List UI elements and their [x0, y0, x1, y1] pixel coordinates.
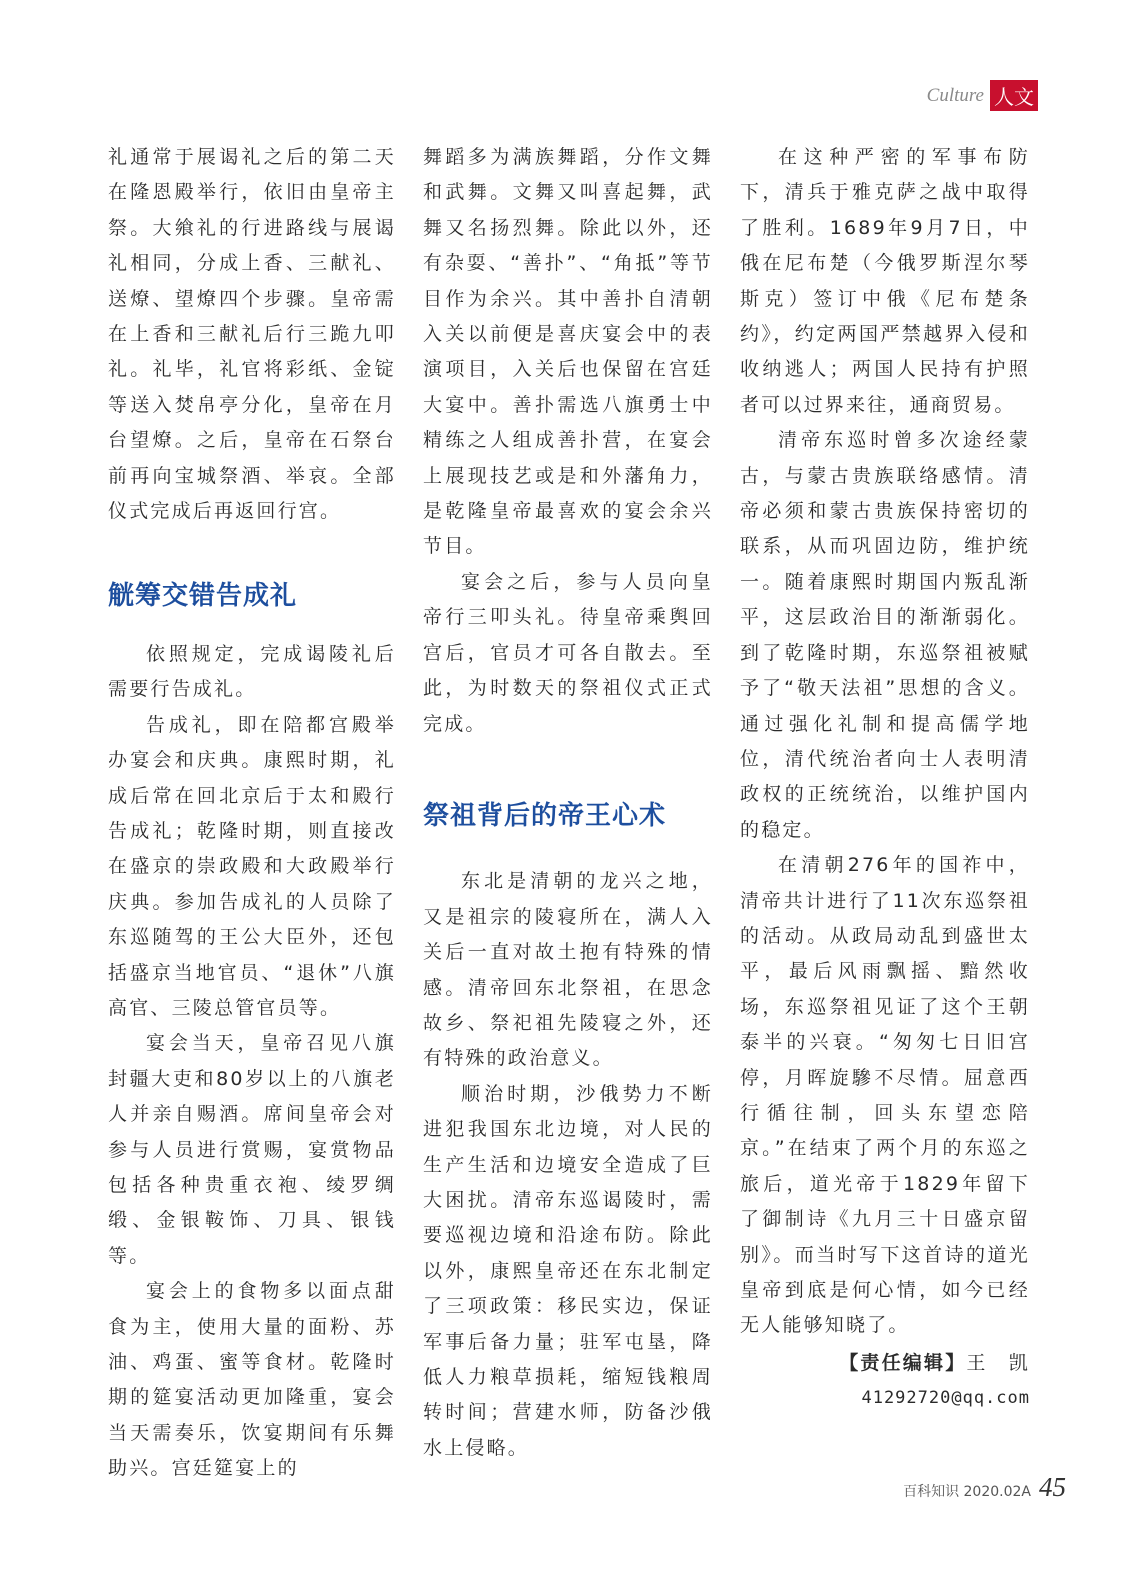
editor-name: 王 凯 — [966, 1351, 1030, 1374]
section-tag: 人文 — [990, 80, 1038, 111]
column-1 — [108, 140, 396, 1487]
paragraph: 宴会之后，参与人员向皇帝行三叩头礼。待皇帝乘舆回宫后，官员才可各自散去。至此，为时数天的祭祖仪式正式完成。 — [423, 570, 713, 735]
section-heading: 觥筹交错告成礼 — [108, 581, 298, 612]
column-3 — [740, 140, 1030, 1417]
paragraph: 礼通常于展谒礼之后的第二天在隆恩殿举行，依旧由皇帝主祭。大飨礼的行进路线与展谒礼相同，分成上香、三献礼、送燎、望燎四个步骤。皇帝需在上香和三献礼后行三跪九叩礼。礼毕，礼官将彩纸、金锭等送入焚帛亭分化，皇帝在月台望燎。之后，皇帝在石祭台前再向宝城祭酒、举哀。全部仪式完成后再返回行宫。 — [108, 146, 396, 523]
editor-credit — [740, 1346, 1030, 1381]
page-number: 45 — [1039, 1472, 1066, 1502]
section-name-en: Culture — [926, 84, 984, 106]
paragraph: 在清朝276年的国祚中，清帝共计进行了11次东巡祭祖的活动。从政局动乱到盛世太平，最后风雨飘摇、黯然收场，东巡祭祖见证了这个王朝泰半的兴衰。“匆匆七日旧宫停，月晖旋驂不尽情。屈意西行循往制，回头东望恋陪京。”在结束了两个月的东巡之旅后，道光帝于1829年留下了御制诗《九月三十日盛京留别》。而当时写下这首诗的道光皇帝到底是何心情，如今已经无人能够知晓了。 — [740, 854, 1030, 1337]
paragraph: 顺治时期，沙俄势力不断进犯我国东北边境，对人民的生产生活和边境安全造成了巨大困扰。清帝东巡谒陵时，需要巡视边境和沿途布防。除此以外，康熙皇帝还在东北制定了三项政策：移民实边，保证军事后备力量；驻军屯垦，降低人力粮草损耗，缩短钱粮周转时间；营建水师，防备沙俄水上侵略。 — [423, 1082, 713, 1459]
paragraph: 告成礼，即在陪都宫殿举办宴会和庆典。康熙时期，礼成后常在回北京后于太和殿行告成礼；乾隆时期，则直接改在盛京的崇政殿和大政殿举行庆典。参加告成礼的人员除了东巡随驾的王公大臣外，还包括盛京当地官员、“退休”八旗高官、三陵总管官员等。 — [108, 713, 396, 1019]
editor-label: 【责任编辑】 — [839, 1351, 967, 1374]
magazine-issue: 百科知识 2020.02A — [903, 1484, 1031, 1500]
paragraph: 东北是清朝的龙兴之地，又是祖宗的陵寝所在，满人入关后一直对故土抱有特殊的情感。清帝回东北祭祖，在思念故乡、祭祀祖先陵寝之外，还有特殊的政治意义。 — [423, 870, 713, 1070]
paragraph: 清帝东巡时曾多次途经蒙古，与蒙古贵族联络感情。清帝必须和蒙古贵族保持密切的联系，从而巩固边防，维护统一。随着康熙时期国内叛乱渐平，这层政治目的渐渐弱化。到了乾隆时期，东巡祭祖被赋予了“敬天法祖”思想的含义。通过强化礼制和提高儒学地位，清代统治者向士人表明清政权的正统统治，以维护国内的稳定。 — [740, 429, 1030, 841]
paragraph: 在这种严密的军事布防下，清兵于雅克萨之战中取得了胜利。1689年9月7日，中俄在尼布楚（今俄罗斯涅尔琴斯克）签订中俄《尼布楚条约》，约定两国严禁越界入侵和收纳逃人；两国人民持有护照者可以过界来往，通商贸易。 — [740, 146, 1030, 416]
paragraph: 依照规定，完成谒陵礼后需要行告成礼。 — [108, 642, 396, 701]
page-footer — [903, 1472, 1066, 1503]
section-heading: 祭祖背后的帝王心术 — [423, 800, 667, 831]
section-header — [927, 80, 1038, 111]
paragraph: 宴会当天，皇帝召见八旗封疆大吏和80岁以上的八旗老人并亲自赐酒。席间皇帝会对参与人员进行赏赐，宴赏物品包括各种贵重衣袍、绫罗绸缎、金银鞍饰、刀具、银钱等。 — [108, 1032, 396, 1267]
paragraph: 宴会上的食物多以面点甜食为主，使用大量的面粉、苏油、鸡蛋、蜜等食材。乾隆时期的筵宴活动更加隆重，宴会当天需奏乐，饮宴期间有乐舞助兴。宫廷筵宴上的 — [108, 1280, 396, 1480]
column-2 — [423, 140, 713, 1466]
editor-email: 41292720@qq.com — [861, 1388, 1030, 1409]
paragraph: 舞蹈多为满族舞蹈，分作文舞和武舞。文舞又叫喜起舞，武舞又名扬烈舞。除此以外，还有杂耍、“善扑”、“角抵”等节目作为余兴。其中善扑自清朝入关以前便是喜庆宴会中的表演项目，入关后也保留在宫廷大宴中。善扑需选八旗勇士中精练之人组成善扑营，在宴会上展现技艺或是和外藩角力，是乾隆皇帝最喜欢的宴会余兴节目。 — [423, 146, 713, 558]
